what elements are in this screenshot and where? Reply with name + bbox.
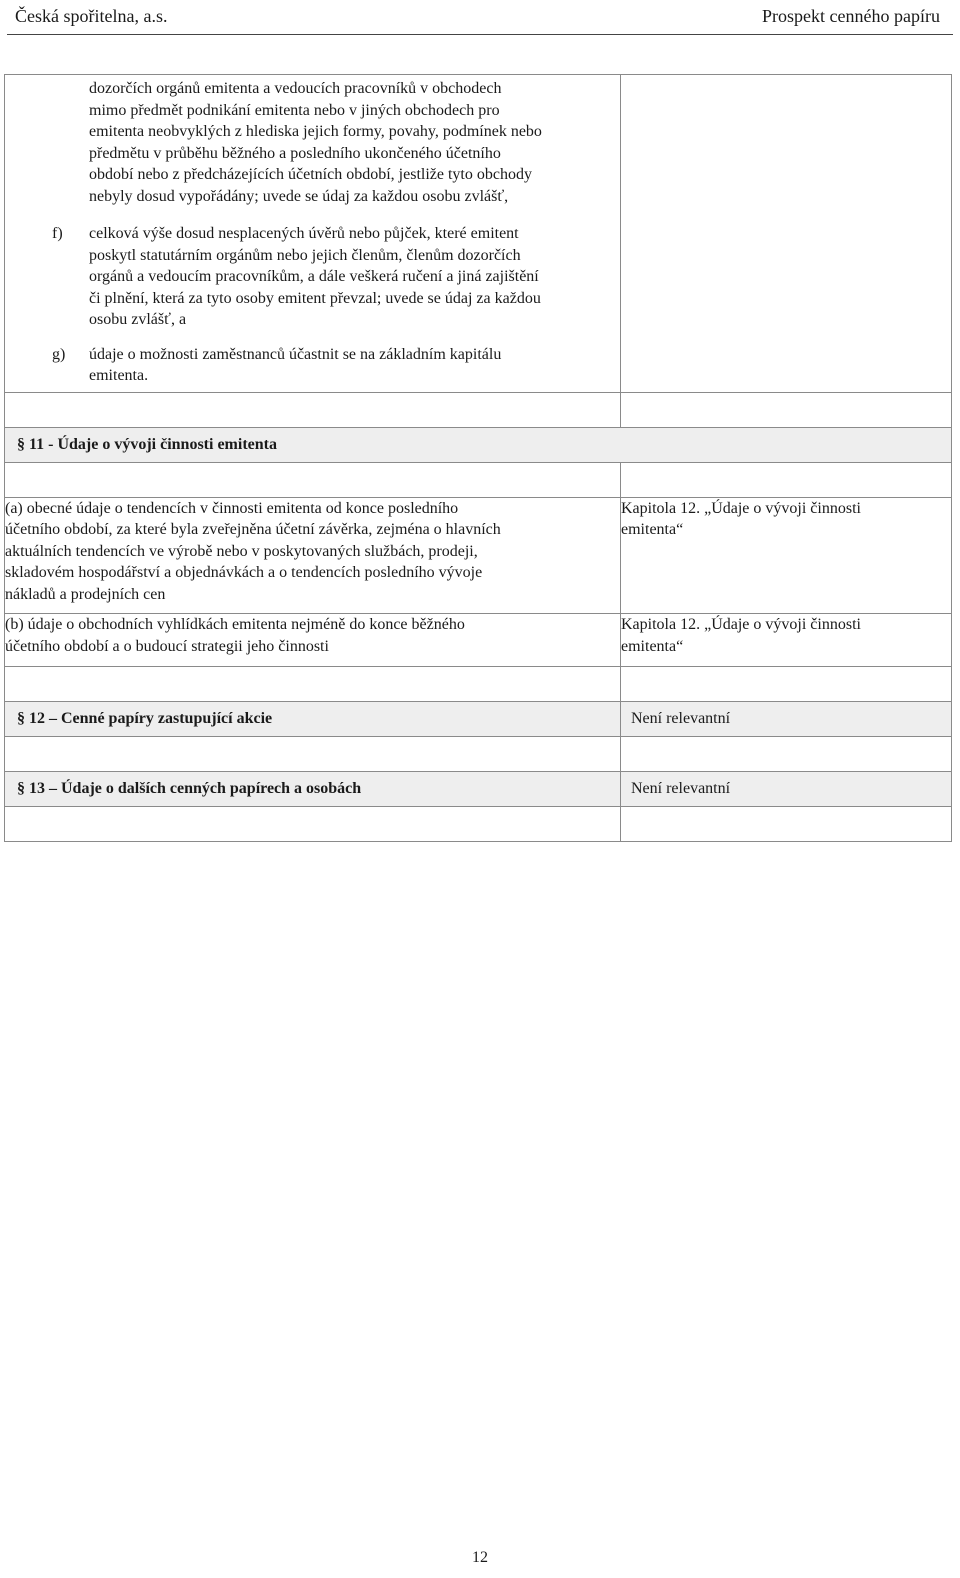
text-line: mimo předmět podnikání emitenta nebo v jiných obchodech pro [89, 101, 500, 119]
section-12-ref: Není relevantní [631, 710, 731, 728]
list-marker: f) [52, 225, 63, 242]
section-11-header-row [5, 427, 952, 462]
page-header-right: Prospekt cenného papíru [762, 6, 940, 26]
text-line: nebyly dosud vypořádány; uvede se údaj za každou osobu zvlášť, [89, 187, 509, 205]
reference-line: emitenta“ [621, 521, 684, 538]
table-row [5, 75, 952, 393]
requirement-b-cell [5, 614, 621, 667]
table-row [5, 497, 952, 614]
section-12-title-cell [5, 702, 621, 737]
text-line: (a) obecné údaje o tendencích v činnosti emitenta od konce posledního [5, 499, 459, 517]
list-item-f [5, 223, 620, 331]
reference-line: Kapitola 12. „Údaje o vývoji činnosti [621, 616, 861, 633]
spacer-row [5, 667, 952, 702]
table-row [5, 614, 952, 667]
reference-line: Kapitola 12. „Údaje o vývoji činnosti [621, 499, 861, 517]
reference-line: emitenta“ [621, 637, 684, 655]
section-11-title: § 11 - Údaje o vývoji činnosti emitenta [17, 435, 277, 453]
spacer-row [5, 737, 952, 772]
continuation-text [5, 75, 620, 210]
reference-a-cell [621, 497, 952, 614]
prospectus-table [4, 74, 952, 842]
spacer-row [5, 462, 952, 497]
text-line: emitenta. [89, 367, 149, 384]
text-line: či plnění, která za tyto osoby emitent převzal; uvede se údaj za každou [89, 289, 541, 307]
section-11-title-cell [5, 427, 952, 462]
text-line: účetního období a o budoucí strategii jeho činnosti [5, 637, 329, 655]
section-13-ref-cell [621, 772, 952, 807]
text-line: nákladů a prodejních cen [5, 585, 166, 603]
text-line: poskytl statutárním orgánům nebo jejich členům, členům dozorčích [89, 246, 521, 264]
text-line: aktuálních tendencích ve výrobě nebo v poskytovaných službách, prodeji, [5, 542, 478, 560]
text-line: dozorčích orgánů emitenta a vedoucích pracovníků v obchodech [89, 80, 502, 97]
text-line: skladovém hospodářství a objednávkách a o tendencích posledního vývoje [5, 564, 483, 581]
text-line: orgánů a vedoucím pracovníkům, a dále veškerá ručení a jiná zajištění [89, 268, 539, 285]
section-12-title: § 12 – Cenné papíry zastupující akcie [17, 710, 273, 728]
reference-b-cell [621, 614, 952, 667]
text-line: předmětu v průběhu běžného a posledního ukončeného účetního [89, 144, 501, 162]
spacer-row [5, 807, 952, 842]
section-12-row [5, 702, 952, 737]
requirements-cell [5, 75, 621, 393]
section-13-title-cell [5, 772, 621, 807]
text-line: (b) údaje o obchodních vyhlídkách emitenta nejméně do konce běžného [5, 616, 465, 633]
text-line: období nebo z předcházejících účetních období, jestliže tyto obchody [89, 166, 532, 183]
text-line: účetního období, za které byla zveřejněna účetní závěrka, zejména o hlavních [5, 521, 501, 538]
text-line: údaje o možnosti zaměstnanců účastnit se na základním kapitálu [89, 345, 502, 363]
section-12-ref-cell [621, 702, 952, 737]
header-rule [7, 34, 953, 35]
reference-cell [621, 75, 952, 393]
requirement-a-cell [5, 497, 621, 614]
list-item-g [5, 344, 620, 392]
section-13-title: § 13 – Údaje o dalších cenných papírech a osobách [17, 780, 362, 798]
section-13-row [5, 772, 952, 807]
list-marker: g) [52, 345, 66, 363]
spacer-row [5, 392, 952, 427]
section-13-ref: Není relevantní [631, 780, 731, 798]
page-header-left: Česká spořitelna, a.s. [15, 6, 168, 26]
page-number: 12 [472, 1549, 488, 1566]
text-line: emitenta neobvyklých z hlediska jejich formy, povahy, podmínek nebo [89, 123, 542, 140]
text-line: celková výše dosud nesplacených úvěrů nebo půjček, které emitent [89, 225, 519, 242]
text-line: osobu zvlášť, a [89, 311, 187, 328]
